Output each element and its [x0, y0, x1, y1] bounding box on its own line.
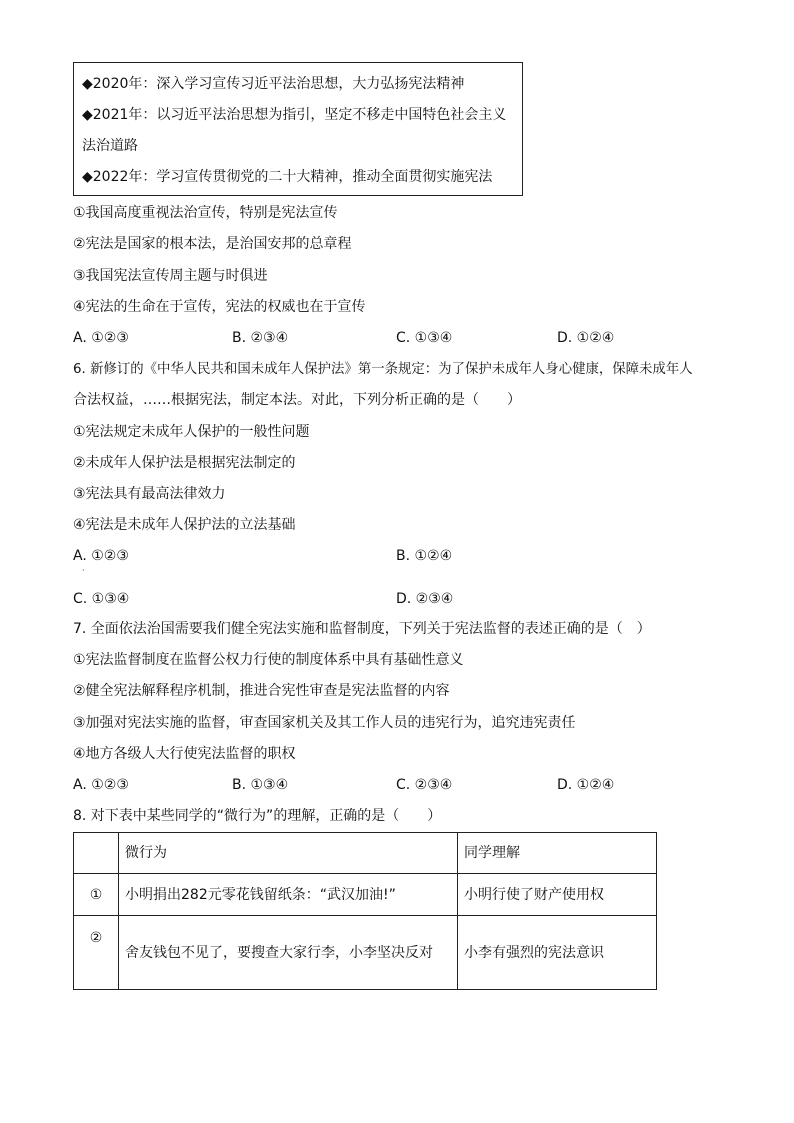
box-line-2022: ◆2022年：学习宣传贯彻党的二十大精神，推动全面贯彻实施宪法: [82, 169, 493, 185]
q7-stem: 7. 全面依法治国需要我们健全宪法实施和监督制度，下列关于宪法监督的表述正确的是（ ）: [73, 621, 651, 637]
box-line-2020: ◆2020年：深入学习宣传习近平法治思想，大力弘扬宪法精神: [82, 76, 465, 92]
box-line-2021: ◆2021年：以习近平法治思想为指引，坚定不移走中国特色社会主义: [82, 107, 507, 123]
q6-option-d[interactable]: D. ②③④: [396, 591, 454, 607]
table-cell-understanding: 小明行使了财产使用权: [458, 874, 657, 916]
table-cell-behavior: 舍友钱包不见了，要搜查大家行李，小李坚决反对: [119, 916, 458, 990]
table-header-index: [74, 833, 119, 874]
stray-dot: ·: [82, 566, 85, 575]
table-header-behavior: 微行为: [119, 833, 458, 874]
q7-item-4: ④地方各级人大行使宪法监督的职权: [73, 746, 296, 762]
q5-option-c[interactable]: C. ①③④: [396, 330, 453, 346]
table-header-understanding: 同学理解: [458, 833, 657, 874]
q6-item-3: ③宪法具有最高法律效力: [73, 486, 226, 502]
q5-option-b[interactable]: B. ②③④: [232, 330, 289, 346]
q7-item-3: ③加强对宪法实施的监督，审查国家机关及其工作人员的违宪行为，追究违宪责任: [73, 715, 576, 731]
q8-stem: 8. 对下表中某些同学的“微行为”的理解，正确的是（ ）: [73, 808, 442, 824]
table-row: [74, 874, 657, 916]
table-cell-behavior: 小明捐出282元零花钱留纸条：“武汉加油!”: [119, 874, 458, 916]
table-cell-understanding: 小李有强烈的宪法意识: [458, 916, 657, 990]
q5-item-1: ①我国高度重视法治宣传，特别是宪法宣传: [73, 205, 338, 221]
q7-option-b[interactable]: B. ①③④: [232, 777, 289, 793]
q5-option-d[interactable]: D. ①②④: [557, 330, 615, 346]
q7-option-a[interactable]: A. ①②③: [73, 777, 129, 793]
box-line-2021-cont: 法治道路: [82, 138, 138, 154]
behavior-table: [73, 832, 657, 990]
q6-item-1: ①宪法规定未成年人保护的一般性问题: [73, 424, 310, 440]
q5-item-3: ③我国宪法宣传周主题与时俱进: [73, 268, 268, 284]
table-row: [74, 916, 657, 990]
q6-stem-line-1: 6. 新修订的《中华人民共和国未成年人保护法》第一条规定：为了保护未成年人身心健康，保障未成年人: [73, 362, 693, 377]
q6-item-4: ④宪法是未成年人保护法的立法基础: [73, 517, 296, 533]
theme-box: [73, 62, 523, 196]
q6-option-c[interactable]: C. ①③④: [73, 591, 130, 607]
q5-option-a[interactable]: A. ①②③: [73, 330, 129, 346]
q7-item-1: ①宪法监督制度在监督公权力行使的制度体系中具有基础性意义: [73, 652, 464, 668]
q5-item-2: ②宪法是国家的根本法，是治国安邦的总章程: [73, 236, 352, 252]
q6-option-a[interactable]: A. ①②③: [73, 548, 129, 564]
table-cell-index: ①: [74, 874, 119, 916]
q7-item-2: ②健全宪法解释程序机制，推进合宪性审查是宪法监督的内容: [73, 683, 450, 699]
q6-item-2: ②未成年人保护法是根据宪法制定的: [73, 455, 296, 471]
q6-option-b[interactable]: B. ①②④: [396, 548, 453, 564]
table-cell-index: ②: [74, 916, 119, 990]
table-header-row: [74, 833, 657, 874]
q6-stem-line-2: 合法权益，……根据宪法，制定本法。对此，下列分析正确的是（ ）: [73, 392, 521, 408]
q7-option-d[interactable]: D. ①②④: [557, 777, 615, 793]
q7-option-c[interactable]: C. ②③④: [396, 777, 453, 793]
q5-item-4: ④宪法的生命在于宣传，宪法的权威也在于宣传: [73, 299, 366, 315]
